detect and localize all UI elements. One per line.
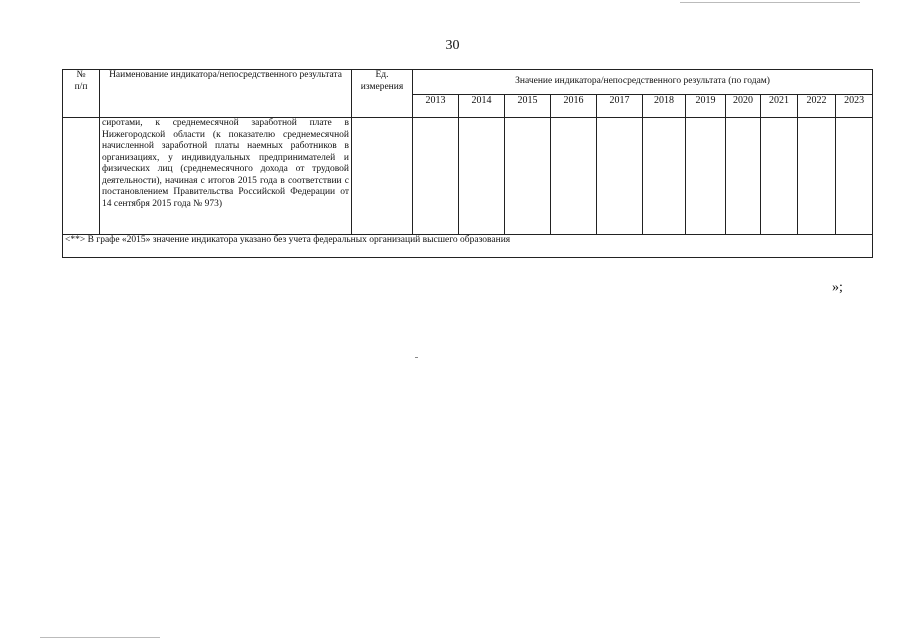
footnote-text: <**> В графе «2015» значение индикатора указано без учета федеральных организаций высшего образования [63, 235, 873, 258]
value-cell [643, 118, 686, 235]
year-header: 2020 [726, 95, 761, 118]
indicator-table [62, 69, 873, 258]
header-unit: Ед. измерения [352, 70, 413, 118]
scan-artifact [680, 2, 860, 3]
indicator-name-cell: сиротами, к среднемесячной заработной плате в Нижегородской области (к показателю среднемесячной начисленной заработной платы наемных работников в организациях, у индивидуальных предпринимателей и физических лиц (среднемесячного дохода от трудовой деятельности), начиная с итогов 2015 года в соответствии с постановлением Правительства Российской Федерации от 14 сентября 2015 года № 973) [100, 118, 352, 235]
page-number: 30 [445, 38, 460, 53]
value-cell [686, 118, 726, 235]
row-num-cell [63, 118, 100, 235]
year-header: 2018 [643, 95, 686, 118]
header-name: Наименование индикатора/непосредственного результата [100, 70, 352, 118]
closing-quote: »; [832, 280, 843, 295]
value-cell [551, 118, 597, 235]
header-values-group: Значение индикатора/непосредственного результата (по годам) [413, 70, 873, 95]
value-cell [505, 118, 551, 235]
value-cell [459, 118, 505, 235]
year-header: 2022 [798, 95, 836, 118]
year-header: 2021 [761, 95, 798, 118]
value-cell [836, 118, 873, 235]
value-cell [798, 118, 836, 235]
value-cell [413, 118, 459, 235]
table-header-row [63, 70, 873, 95]
year-header: 2015 [505, 95, 551, 118]
footnote-row [63, 235, 873, 258]
table-row [63, 118, 873, 235]
year-header: 2013 [413, 95, 459, 118]
header-num: № п/п [63, 70, 100, 118]
value-cell [761, 118, 798, 235]
value-cell [597, 118, 643, 235]
year-header: 2016 [551, 95, 597, 118]
value-cell [726, 118, 761, 235]
year-header: 2019 [686, 95, 726, 118]
year-header: 2023 [836, 95, 873, 118]
year-header: 2017 [597, 95, 643, 118]
scan-artifact [40, 637, 160, 638]
scan-artifact [415, 357, 418, 358]
unit-cell [352, 118, 413, 235]
year-header: 2014 [459, 95, 505, 118]
